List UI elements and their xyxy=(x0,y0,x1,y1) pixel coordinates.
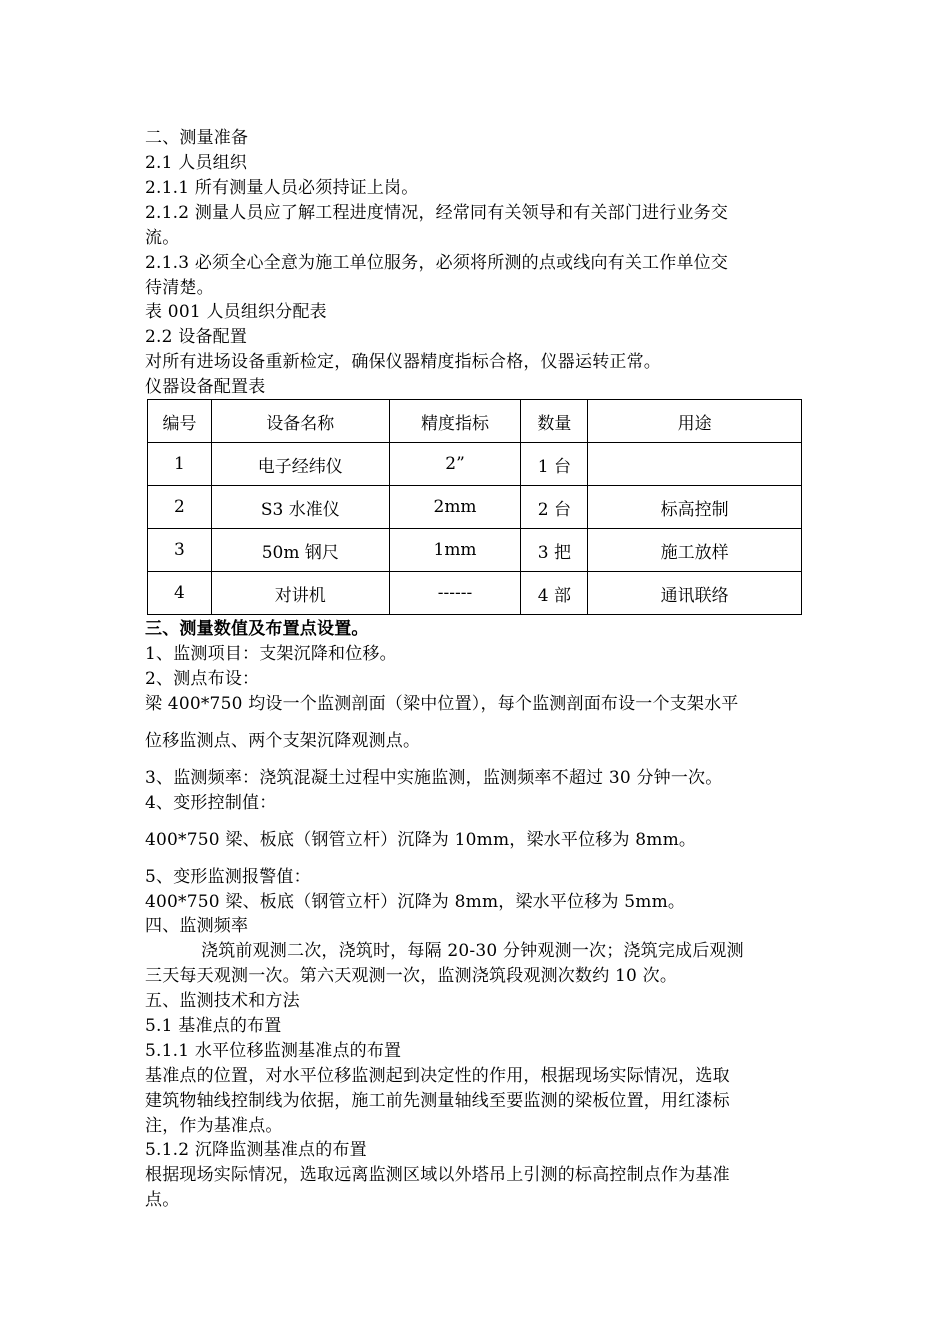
table-header-cell: 数量 xyxy=(521,400,588,443)
table-cell: 3 xyxy=(148,529,212,572)
item-3-4: 4、变形控制值： xyxy=(145,793,277,813)
table-header-cell: 设备名称 xyxy=(211,400,389,443)
table-cell: 对讲机 xyxy=(211,572,389,615)
table-row xyxy=(148,529,802,572)
section-3-title: 三、测量数值及布置点设置。 xyxy=(145,619,369,639)
item-3-5-text: 400*750 梁、板底（钢管立杆）沉降为 8mm，梁水平位移为 5mm。 xyxy=(145,892,686,912)
equipment-table xyxy=(147,399,802,615)
paragraph-2-1-2-line1: 2.1.2 测量人员应了解工程进度情况，经常同有关领导和有关部门进行业务交 xyxy=(145,203,729,223)
section-5-1-1-text-line1: 基准点的位置，对水平位移监测起到决定性的作用，根据现场实际情况，选取 xyxy=(145,1066,730,1086)
table-row xyxy=(148,443,802,486)
section-5-1-2-heading: 5.1.2 沉降监测基准点的布置 xyxy=(145,1140,367,1160)
table-cell: ------ xyxy=(389,572,521,615)
section-2-title: 二、测量准备 xyxy=(145,128,249,148)
section-4-title: 四、监测频率 xyxy=(145,916,249,936)
paragraph-2-1-3-line2: 待清楚。 xyxy=(145,278,214,298)
table-row xyxy=(148,572,802,615)
table-cell: 通讯联络 xyxy=(588,572,802,615)
section-5-1-1-text-line3: 注，作为基准点。 xyxy=(145,1116,283,1136)
paragraph-2-1-2-line2: 流。 xyxy=(145,228,180,248)
equipment-table-caption: 仪器设备配置表 xyxy=(145,377,266,397)
section-5-1-2-text-line2: 点。 xyxy=(145,1190,180,1210)
section-2-2-heading: 2.2 设备配置 xyxy=(145,327,248,347)
item-3-4-text: 400*750 梁、板底（钢管立杆）沉降为 10mm，梁水平位移为 8mm。 xyxy=(145,830,697,850)
table-cell: 标高控制 xyxy=(588,486,802,529)
table-cell: 1 xyxy=(148,443,212,486)
table-cell: 3 把 xyxy=(521,529,588,572)
table-cell: 50m 钢尺 xyxy=(211,529,389,572)
paragraph-2-1-1: 2.1.1 所有测量人员必须持证上岗。 xyxy=(145,178,419,198)
section-5-1-1-heading: 5.1.1 水平位移监测基准点的布置 xyxy=(145,1041,402,1061)
section-4-text-line1: 浇筑前观测二次，浇筑时，每隔 20-30 分钟观测一次；浇筑完成后观测 xyxy=(201,941,744,961)
table-cell: 1 台 xyxy=(521,443,588,486)
table-header-cell: 编号 xyxy=(148,400,212,443)
section-5-1-2-text-line1: 根据现场实际情况，选取远离监测区域以外塔吊上引测的标高控制点作为基准 xyxy=(145,1165,730,1185)
paragraph-2-1-3-line1: 2.1.3 必须全心全意为施工单位服务，必须将所测的点或线向有关工作单位交 xyxy=(145,253,729,273)
item-3-1: 1、监测项目：支架沉降和位移。 xyxy=(145,644,397,664)
section-2-1-heading: 2.1 人员组织 xyxy=(145,153,248,173)
table-cell: 1mm xyxy=(389,529,521,572)
table-001-caption: 表 001 人员组织分配表 xyxy=(145,302,327,322)
section-5-1-heading: 5.1 基准点的布置 xyxy=(145,1016,282,1036)
item-3-2-text-line2: 位移监测点、两个支架沉降观测点。 xyxy=(145,731,421,751)
table-cell: 2” xyxy=(389,443,521,486)
table-header-cell: 精度指标 xyxy=(389,400,521,443)
table-cell: 2 台 xyxy=(521,486,588,529)
section-5-title: 五、监测技术和方法 xyxy=(145,991,300,1011)
table-cell: 2mm xyxy=(389,486,521,529)
table-cell: 4 部 xyxy=(521,572,588,615)
table-cell xyxy=(588,443,802,486)
item-3-2: 2、测点布设： xyxy=(145,669,260,689)
section-5-1-1-text-line2: 建筑物轴线控制线为依据，施工前先测量轴线至要监测的梁板位置，用红漆标 xyxy=(145,1091,730,1111)
item-3-5: 5、变形监测报警值： xyxy=(145,867,311,887)
section-4-text-line2: 三天每天观测一次。第六天观测一次，监测浇筑段观测次数约 10 次。 xyxy=(145,966,678,986)
table-cell: 2 xyxy=(148,486,212,529)
item-3-2-text-line1: 梁 400*750 均设一个监测剖面（梁中位置），每个监测剖面布设一个支架水平 xyxy=(145,694,739,714)
table-cell: S3 水准仪 xyxy=(211,486,389,529)
item-3-3: 3、监测频率：浇筑混凝土过程中实施监测，监测频率不超过 30 分钟一次。 xyxy=(145,768,723,788)
table-header-cell: 用途 xyxy=(588,400,802,443)
paragraph-2-2: 对所有进场设备重新检定，确保仪器精度指标合格，仪器运转正常。 xyxy=(145,352,661,372)
table-header-row xyxy=(148,400,802,443)
table-cell: 电子经纬仪 xyxy=(211,443,389,486)
table-row xyxy=(148,486,802,529)
table-cell: 4 xyxy=(148,572,212,615)
table-cell: 施工放样 xyxy=(588,529,802,572)
